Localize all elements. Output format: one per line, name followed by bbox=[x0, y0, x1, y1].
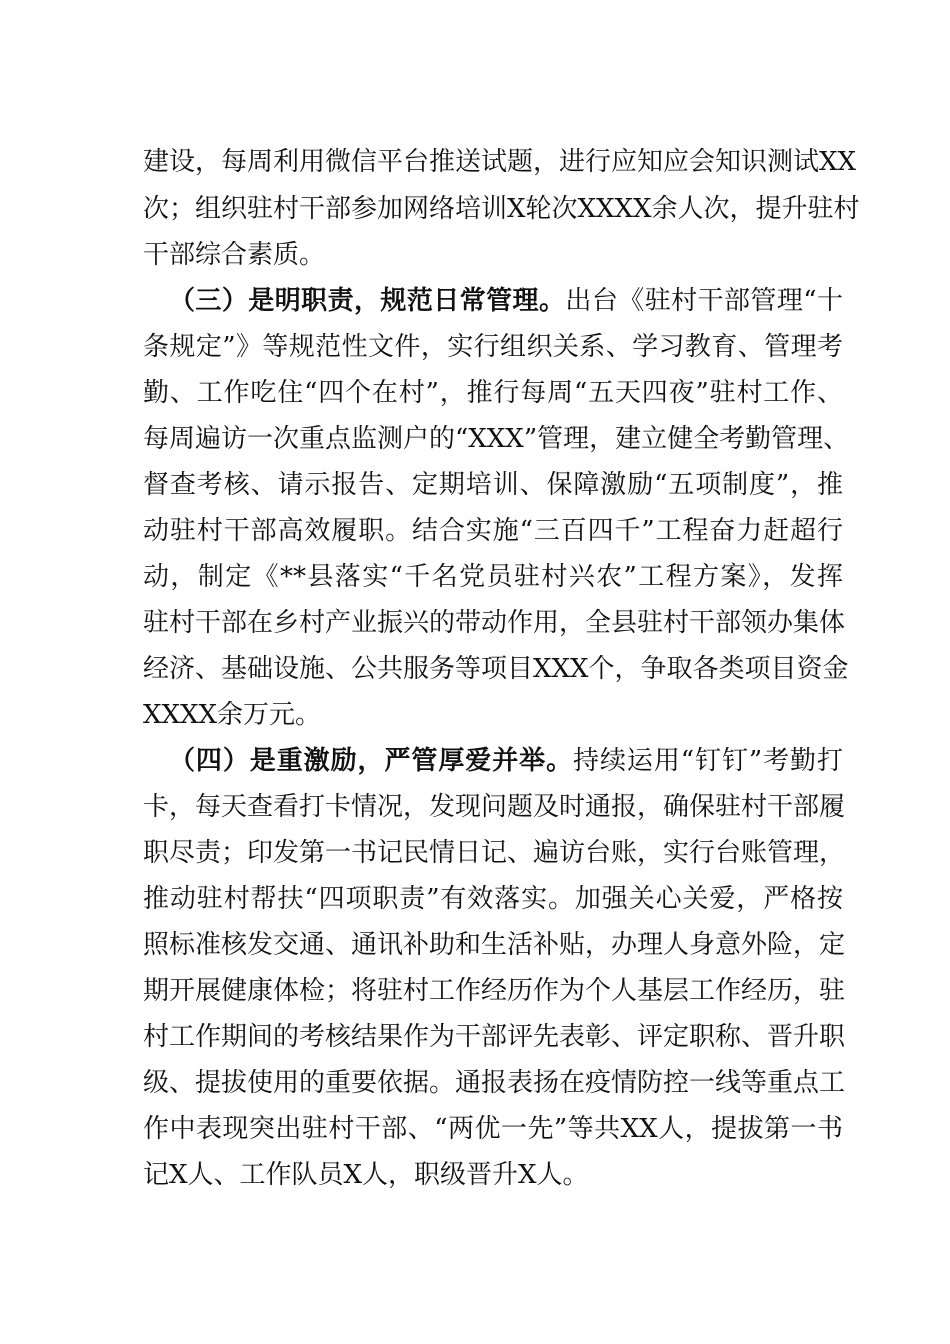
section-3-heading: （三）是明职责，规范日常管理。 bbox=[169, 286, 566, 316]
text-line: 条规定”》等规范性文件，实行组织关系、学习教育、管理考 bbox=[143, 332, 843, 362]
text-line: 次；组织驻村干部参加网络培训X轮次XXXX余人次，提升驻村 bbox=[143, 194, 860, 224]
text-line: 级、提拔使用的重要依据。通报表扬在疫情防控一线等重点工 bbox=[143, 1068, 846, 1098]
section-4-first-line bbox=[169, 741, 843, 781]
text-line: 每周遍访一次重点监测户的“XXX”管理，建立健全考勤管理、 bbox=[143, 424, 850, 454]
text-fragment: 出台《驻村干部管理“十 bbox=[565, 286, 843, 316]
text-line: XXXX余万元。 bbox=[143, 700, 322, 730]
text-line: 记X人、工作队员X人，职级晋升X人。 bbox=[143, 1160, 589, 1190]
section-4-heading: （四）是重激励，严管厚爱并举。 bbox=[169, 746, 574, 776]
text-line: 动，制定《**县落实“千名党员驻村兴农”工程方案》，发挥 bbox=[143, 562, 843, 592]
text-line: 作中表现突出驻村干部、“两优一先”等共XX人，提拔第一书 bbox=[143, 1114, 843, 1144]
section-3-first-line bbox=[169, 281, 843, 321]
text-line: 干部综合素质。 bbox=[143, 240, 326, 270]
text-line: 卡，每天查看打卡情况，发现问题及时通报，确保驻村干部履 bbox=[143, 792, 846, 822]
text-line: 照标准核发交通、通讯补助和生活补贴，办理人身意外险，定 bbox=[143, 930, 846, 960]
text-line: 经济、基础设施、公共服务等项目XXX个，争取各类项目资金 bbox=[143, 654, 849, 684]
text-line: 建设，每周利用微信平台推送试题，进行应知应会知识测试XX bbox=[143, 147, 857, 177]
text-line: 职尽责；印发第一书记民情日记、遍访台账，实行台账管理， bbox=[143, 838, 846, 868]
text-line: 村工作期间的考核结果作为干部评先表彰、评定职称、晋升职 bbox=[143, 1022, 846, 1052]
text-line: 推动驻村帮扶“四项职责”有效落实。加强关心关爱，严格按 bbox=[143, 884, 843, 914]
text-line: 动驻村干部高效履职。结合实施“三百四千”工程奋力赶超行 bbox=[143, 516, 843, 546]
text-line: 驻村干部在乡村产业振兴的带动作用，全县驻村干部领办集体 bbox=[143, 608, 846, 638]
text-line: 督查考核、请示报告、定期培训、保障激励“五项制度”，推 bbox=[143, 470, 843, 500]
text-fragment: 持续运用“钉钉”考勤打 bbox=[573, 746, 843, 776]
text-line: 期开展健康体检；将驻村工作经历作为个人基层工作经历，驻 bbox=[143, 976, 846, 1006]
text-line: 勤、工作吃住“四个在村”，推行每周“五天四夜”驻村工作、 bbox=[143, 378, 843, 408]
